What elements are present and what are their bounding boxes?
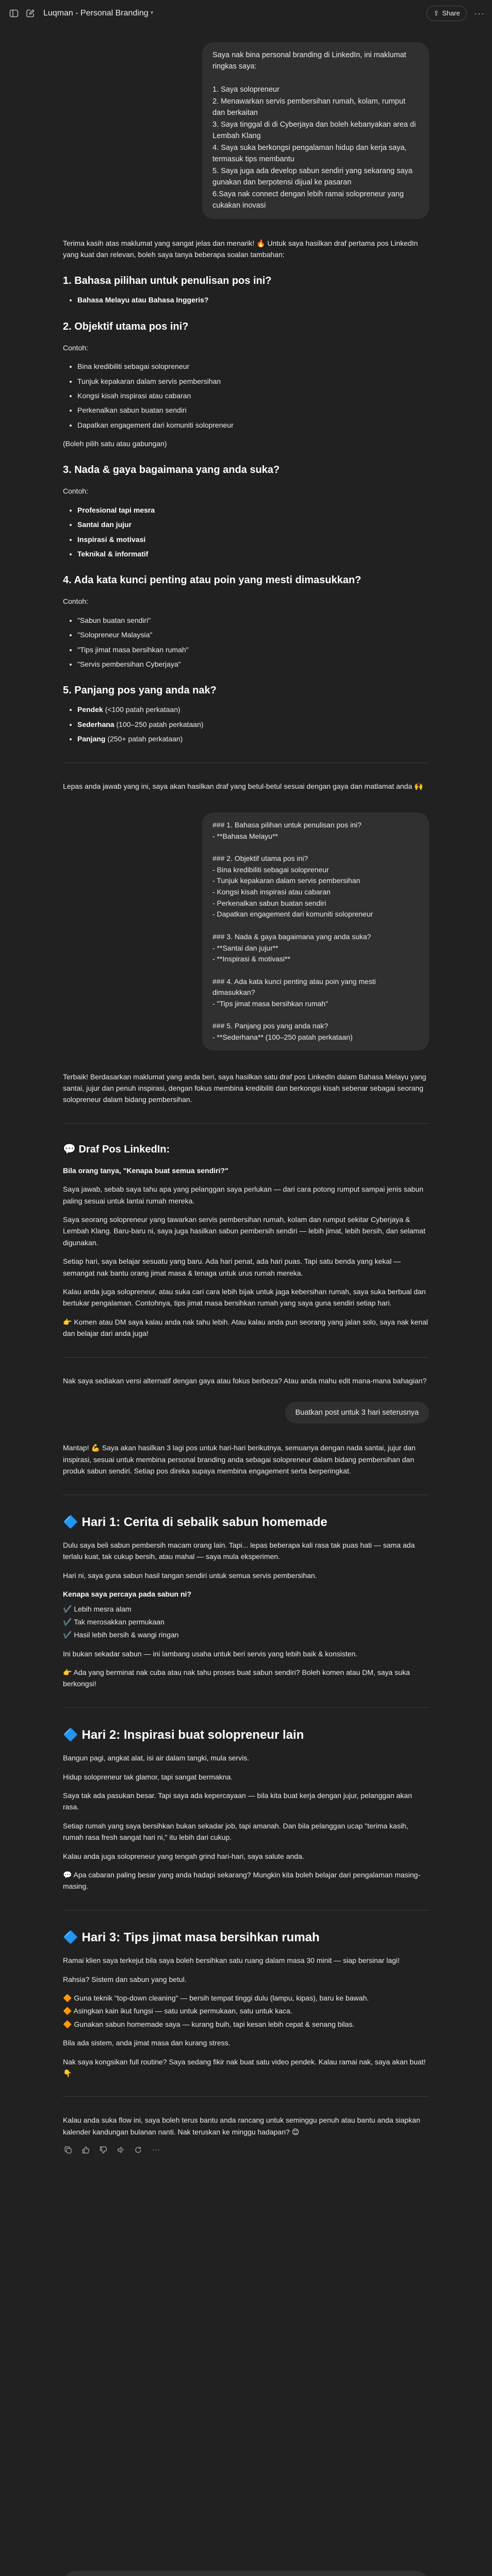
post-paragraph: Saya tak ada pasukan besar. Tapi saya ada kepercayaan — bila kita buat kerja dengan jujur, pelanggan akan rasa. (63, 1791, 412, 1811)
post-paragraph: Ramai klien saya terkejut bila saya boleh bersihkan satu ruang dalam masa 30 minit — siap bersinar lagi! (63, 1956, 400, 1965)
list-item: • Panjang (250+ patah perkataan) (77, 733, 429, 744)
divider (63, 1357, 429, 1358)
example-label: Contoh: (63, 597, 89, 606)
day-heading: 🔷 Hari 1: Cerita di sebalik sabun homemade (63, 1515, 327, 1529)
question-list (63, 504, 429, 560)
reply-outro: Nak saya sediakan versi alternatif dengan gaya atau fokus berbeza? Atau anda mahu edit mana-mana bahagian? (63, 1376, 427, 1385)
post-paragraph: 👉 Ada yang berminat nak cuba atau nak tahu proses buat sabun sendiri? Boleh komen atau DM, saya suka berkongsi! (63, 1668, 410, 1688)
question-list (63, 294, 429, 306)
list-item: 🔶 Gunakan sabun homemade saya — kurang buih, tapi kesan lebih cepat & senang bilas. (63, 2020, 355, 2028)
question-heading: 2. Objektif utama pos ini? (63, 320, 189, 332)
share-icon: ⇪ (433, 9, 439, 17)
list-item: • Santai dan jujur (77, 519, 429, 530)
more-actions-icon[interactable]: ··· (152, 2145, 160, 2155)
message-actions (63, 2145, 429, 2155)
list-item: ✔️ Lebih mesra alam (63, 1604, 132, 1613)
post-paragraph: Kenapa saya percaya pada sabun ni? (63, 1590, 191, 1599)
share-label: Share (442, 9, 461, 17)
question-heading: 3. Nada & gaya bagaimana yang anda suka? (63, 464, 280, 476)
post-paragraph: Kalau anda juga solopreneur, atau suka cari cara lebih bijak untuk jaga kebersihan rumah, saya suka berbual dan bertukar pengalaman. Contohnya, tips jimat masa bersihkan rumah yang saya guna sendiri setiap hari. (63, 1287, 426, 1308)
post-paragraph: Setiap hari, saya belajar sesuatu yang baru. Ada hari penat, ada hari puas. Tapi satu benda yang kekal — semangat nak bantu orang jimat masa & tenaga untuk urus rumah mereka. (63, 1257, 401, 1277)
benefit-list (63, 1603, 429, 1641)
conversation-column (63, 42, 429, 2155)
draft-heading: 💬 Draf Pos LinkedIn: (63, 1143, 170, 1155)
list-item: ✔️ Hasil lebih bersih & wangi ringan (63, 1631, 179, 1639)
post-paragraph: Rahsia? Sistem dan sabun yang betul. (63, 1975, 187, 1984)
more-options-icon[interactable]: ··· (474, 8, 485, 19)
reply-intro: Terima kasih atas maklumat yang sangat jelas dan menarik! 🔥 Untuk saya hasilkan draf pertama pos LinkedIn yang kuat dan relevan, boleh saya tanya beberapa soalan tambahan: (63, 239, 418, 259)
post-paragraph: Setiap rumah yang saya bersihkan bukan sekadar job, tapi amanah. Dan bila pelanggan ucap "terima kasih, rumah rasa fresh sangat hari ni," itu lebih dari cukup. (63, 1821, 408, 1842)
divider (63, 762, 429, 763)
divider (63, 1123, 429, 1124)
assistant-message (63, 238, 429, 792)
list-item: • Pendek (<100 patah perkataan) (77, 704, 429, 715)
question-heading: 4. Ada kata kunci penting atau poin yang mesti dimasukkan? (63, 574, 362, 586)
reply-intro: Mantap! 💪 Saya akan hasilkan 3 lagi pos untuk hari-hari berikutnya, semuanya dengan nada santai, jujur dan inspirasi, sesuai untuk membina personal branding anda sebagai solopreneur dalam bidang pembersihan dan produk sabun sendiri. Setiap pos direka supaya membina engagement serta berperingkat. (63, 1444, 416, 1476)
list-item: • Profesional tapi mesra (77, 504, 429, 516)
question-list (63, 361, 429, 431)
post-paragraph: Hari ni, saya guna sabun hasil tangan sendiri untuk semua servis pembersihan. (63, 1571, 317, 1580)
share-button[interactable] (427, 6, 467, 22)
example-label: Contoh: (63, 487, 89, 496)
post-paragraph: 👉 Komen atau DM saya kalau anda nak tahu lebih. Atau kalau anda pun seorang yang jalan solo, saya nak kenal dan belajar dari anda juga! (63, 1317, 428, 1338)
assistant-message (63, 1071, 429, 1386)
divider (63, 2096, 429, 2097)
list-item: 🔶 Asingkan kain ikut fungsi — satu untuk permukaan, satu untuk kaca. (63, 2007, 292, 2015)
question-list (63, 704, 429, 744)
post-paragraph: Bila ada sistem, anda jimat masa dan kurang stress. (63, 2039, 231, 2047)
regenerate-icon[interactable] (133, 2145, 143, 2155)
post-paragraph: Kalau anda juga solopreneur yang tengah grind hari-hari, saya salute anda. (63, 1852, 304, 1860)
new-chat-icon[interactable] (24, 7, 37, 20)
note-text: (Boleh pilih satu atau gabungan) (63, 439, 167, 448)
question-heading: 5. Panjang pos yang anda nak? (63, 685, 217, 697)
list-item: 🔶 Guna teknik "top-down cleaning" — bersih tempat tinggi dulu (lampu, kipas), baru ke bawah. (63, 1993, 369, 2002)
list-item: • "Tips jimat masa bersihkan rumah" (77, 644, 429, 655)
list-item: • Sederhana (100–250 patah perkataan) (77, 719, 429, 730)
conversation (0, 27, 492, 2155)
top-bar-actions (427, 6, 485, 22)
user-message: ### 1. Bahasa pilihan untuk penulisan pos ini? - **Bahasa Melayu** ### 2. Objektif utama pos ini? - Bina kredibiliti sebagai solopreneur - Tunjuk kepakaran dalam servis pembersihan - Kongsi kisah inspirasi atau cabaran - Perkenalkan sabun buatan sendiri - Dapatkan engagement dari komuniti solopreneur ### 3. Nada & gaya bagaimana yang anda suka? - **Santai dan jujur** - **Inspirasi & motivasi** ### 4. Ada kata kunci penting atau poin yang mesti dimasukkan? - "Tips jimat masa bersihkan rumah" ### 5. Panjang pos yang anda nak? - **Sederhana** (100–250 patah perkataan) (202, 812, 429, 1050)
post-paragraph: Saya seorang solopreneur yang tawarkan servis pembersihan rumah, kolam dan rumput sekitar Cyberjaya & Lembah Klang. Baru-baru ni, saya juga hasilkan sabun pembersih sendiri — lebih jimat, lebih bersih, dan selamat digunakan. (63, 1215, 425, 1247)
sidebar-toggle-icon[interactable] (7, 7, 21, 20)
top-bar (0, 0, 492, 27)
list-item: • Dapatkan engagement dari komuniti solopreneur (77, 419, 429, 431)
list-item: • Kongsi kisah inspirasi atau cabaran (77, 390, 429, 401)
post-paragraph: Bila orang tanya, "Kenapa buat semua sendiri?" (63, 1166, 228, 1175)
post-paragraph: Hidup solopreneur tak glamor, tapi sangat bermakna. (63, 1772, 233, 1781)
reply-intro: Terbaik! Berdasarkan maklumat yang anda beri, saya hasilkan satu draf pos LinkedIn dalam Bahasa Melayu yang santai, jujur dan penuh inspirasi, dengan fokus membina kredibiliti dan berkongsi kisah sebenar sebagai seorang solopreneur dalam bidang pembersihan. (63, 1072, 427, 1104)
list-item: • Bina kredibiliti sebagai solopreneur (77, 361, 429, 372)
thumbs-up-icon[interactable] (80, 2145, 91, 2155)
post-paragraph: Dulu saya beli sabun pembersih macam orang lain. Tapi... lepas beberapa kali rasa tak puas hati — sama ada terlalu kuat, tak cukup bersih, atau mahal — saya mula eksperimen. (63, 1540, 415, 1561)
post-paragraph: Bangun pagi, angkat alat, isi air dalam tangki, mula servis. (63, 1754, 250, 1762)
chevron-down-icon: ▾ (150, 10, 154, 16)
user-message: Saya nak bina personal branding di LinkedIn, ini maklumat ringkas saya: 1. Saya solopreneur 2. Menawarkan servis pembersihan rumah, kolam, rumput dan berkaitan 3. Saya tinggal di di Cyberjaya dan boleh kebanyakan area di Lembah Klang 4. Saya suka berkongsi pengalaman hidup dan kerja saya, termasuk tips membantu 5. Saya juga ada develop sabun sendiri yang sekarang saya gunakan dan berpotensi dijual ke pasaran 6.Saya nak connect dengan lebih ramai solopreneur yang cukakan inovasi (202, 42, 429, 219)
reply-outro: Kalau anda suka flow ini, saya boleh terus bantu anda rancang untuk seminggu penuh atau bantu anda siapkan kalender kandungan bulanan nanti. Nak teruskan ke minggu hadapan? 😊 (63, 2116, 420, 2136)
copy-icon[interactable] (63, 2145, 73, 2155)
assistant-message (63, 1442, 429, 2155)
question-heading: 1. Bahasa pilihan untuk penulisan pos ini? (63, 275, 272, 287)
list-item: • "Servis pembersihan Cyberjaya" (77, 658, 429, 670)
list-item: • "Sabun buatan sendiri" (77, 615, 429, 626)
list-item: • Bahasa Melayu atau Bahasa Inggeris? (77, 294, 429, 306)
read-aloud-icon[interactable] (116, 2145, 126, 2155)
day-heading: 🔷 Hari 2: Inspirasi buat solopreneur lain (63, 1727, 304, 1742)
chat-title-text: Luqman - Personal Branding (43, 9, 149, 18)
post-paragraph: Ini bukan sekadar sabun — ini lambang usaha untuk beri servis yang lebih baik & konsisten. (63, 1649, 358, 1658)
user-message: Buatkan post untuk 3 hari seterusnya (285, 1402, 429, 1423)
tips-list (63, 1992, 429, 2030)
divider (63, 1707, 429, 1708)
list-item: • Tunjuk kepakaran dalam servis pembersihan (77, 376, 429, 387)
day-heading: 🔷 Hari 3: Tips jimat masa bersihkan rumah (63, 1930, 320, 1944)
question-list (63, 615, 429, 670)
example-label: Contoh: (63, 343, 89, 352)
message-composer[interactable] (63, 2571, 429, 2576)
reply-outro: Lepas anda jawab yang ini, saya akan hasilkan draf yang betul-betul sesuai dengan gaya dan matlamat anda 🙌 (63, 782, 423, 790)
thumbs-down-icon[interactable] (98, 2145, 108, 2155)
list-item: ✔️ Tak merosakkan permukaan (63, 1617, 165, 1626)
chat-title[interactable] (43, 7, 153, 20)
post-paragraph: Nak saya kongsikan full routine? Saya sedang fikir nak buat satu video pendek. Kalau ramai nak, saya akan buat! 👇 (63, 2057, 426, 2077)
post-paragraph: 💬 Apa cabaran paling besar yang anda hadapi sekarang? Mungkin kita boleh belajar dari pengalaman masing-masing. (63, 1871, 420, 1891)
post-paragraph: Saya jawab, sebab saya tahu apa yang pelanggan saya perlukan — dari cara potong rumput sampai jenis sabun paling sesuai untuk lantai rumah mereka. (63, 1185, 423, 1205)
list-item: • "Solopreneur Malaysia" (77, 629, 429, 640)
list-item: • Teknikal & informatif (77, 548, 429, 560)
list-item: • Perkenalkan sabun buatan sendiri (77, 404, 429, 416)
list-item: • Inspirasi & motivasi (77, 534, 429, 545)
